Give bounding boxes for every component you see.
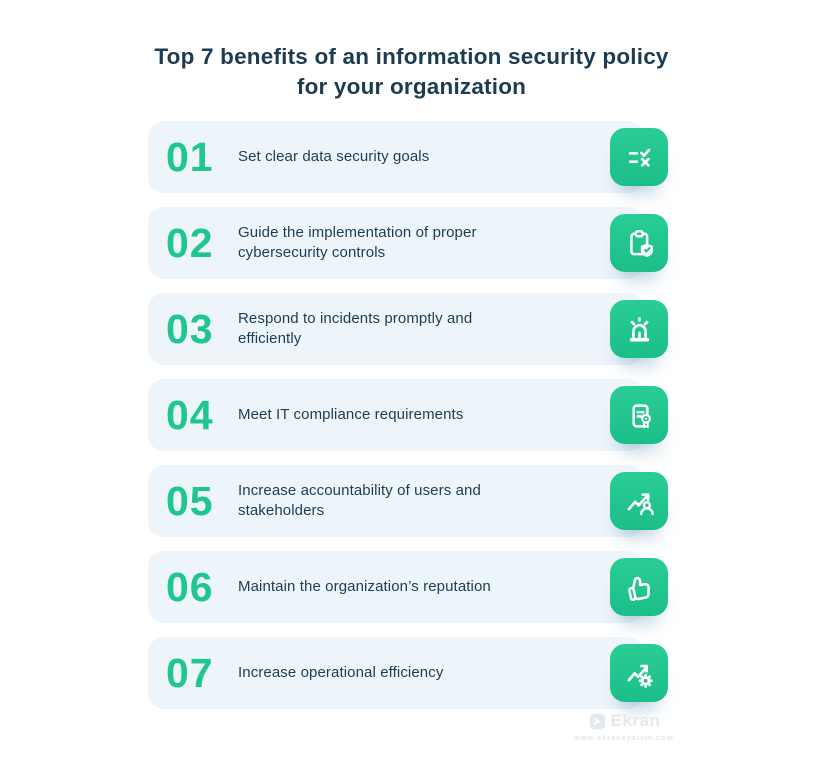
benefit-text <box>238 147 429 167</box>
brand-watermark <box>570 711 678 742</box>
benefit-text-line: Set clear data security goals <box>238 148 430 166</box>
benefit-text-line: Respond to incidents promptly and <box>238 310 473 328</box>
benefit-number: 02 <box>166 219 214 266</box>
benefit-text-line: cybersecurity controls <box>238 244 386 262</box>
benefit-text-line: efficiently <box>238 330 302 348</box>
benefit-row <box>148 465 644 537</box>
benefit-text-line: Increase operational efficiency <box>238 664 444 682</box>
benefit-text <box>238 577 491 597</box>
growth-gear-icon <box>610 644 668 702</box>
benefit-number: 03 <box>166 305 214 352</box>
growth-user-icon <box>610 472 668 530</box>
benefit-number: 04 <box>166 391 214 438</box>
benefit-number: 07 <box>166 649 214 696</box>
siren-icon <box>610 300 668 358</box>
page-title-line2: for your organization <box>296 74 527 100</box>
checklist-icon <box>610 128 668 186</box>
benefit-text-line: Meet IT compliance requirements <box>238 406 464 424</box>
page-title-line1: Top 7 benefits of an information security policy <box>154 44 669 70</box>
benefit-text <box>238 405 463 425</box>
benefit-text-line: Increase accountability of users and <box>238 482 481 500</box>
brand-website: www.ekransystem.com <box>574 733 674 742</box>
benefit-text <box>238 223 477 263</box>
page-title <box>0 15 823 102</box>
benefit-text <box>238 663 443 683</box>
benefit-number: 05 <box>166 477 214 524</box>
benefit-row <box>148 637 644 709</box>
benefit-text-line: Maintain the organization’s reputation <box>238 578 491 596</box>
ekran-logo-icon <box>588 712 607 731</box>
benefit-text <box>238 481 481 521</box>
benefit-text-line: stakeholders <box>238 502 325 520</box>
benefit-row <box>148 293 644 365</box>
benefit-row <box>148 551 644 623</box>
clipboard-shield-icon <box>610 214 668 272</box>
benefit-row <box>148 121 644 193</box>
benefit-list <box>148 121 644 709</box>
benefit-text <box>238 309 472 349</box>
certificate-icon <box>610 386 668 444</box>
benefit-number: 06 <box>166 563 214 610</box>
brand-name: Ekran <box>610 711 661 730</box>
benefit-text-line: Guide the implementation of proper <box>238 224 477 242</box>
benefit-number: 01 <box>166 133 214 180</box>
benefit-row <box>148 379 644 451</box>
benefit-row <box>148 207 644 279</box>
thumbs-up-icon <box>610 558 668 616</box>
